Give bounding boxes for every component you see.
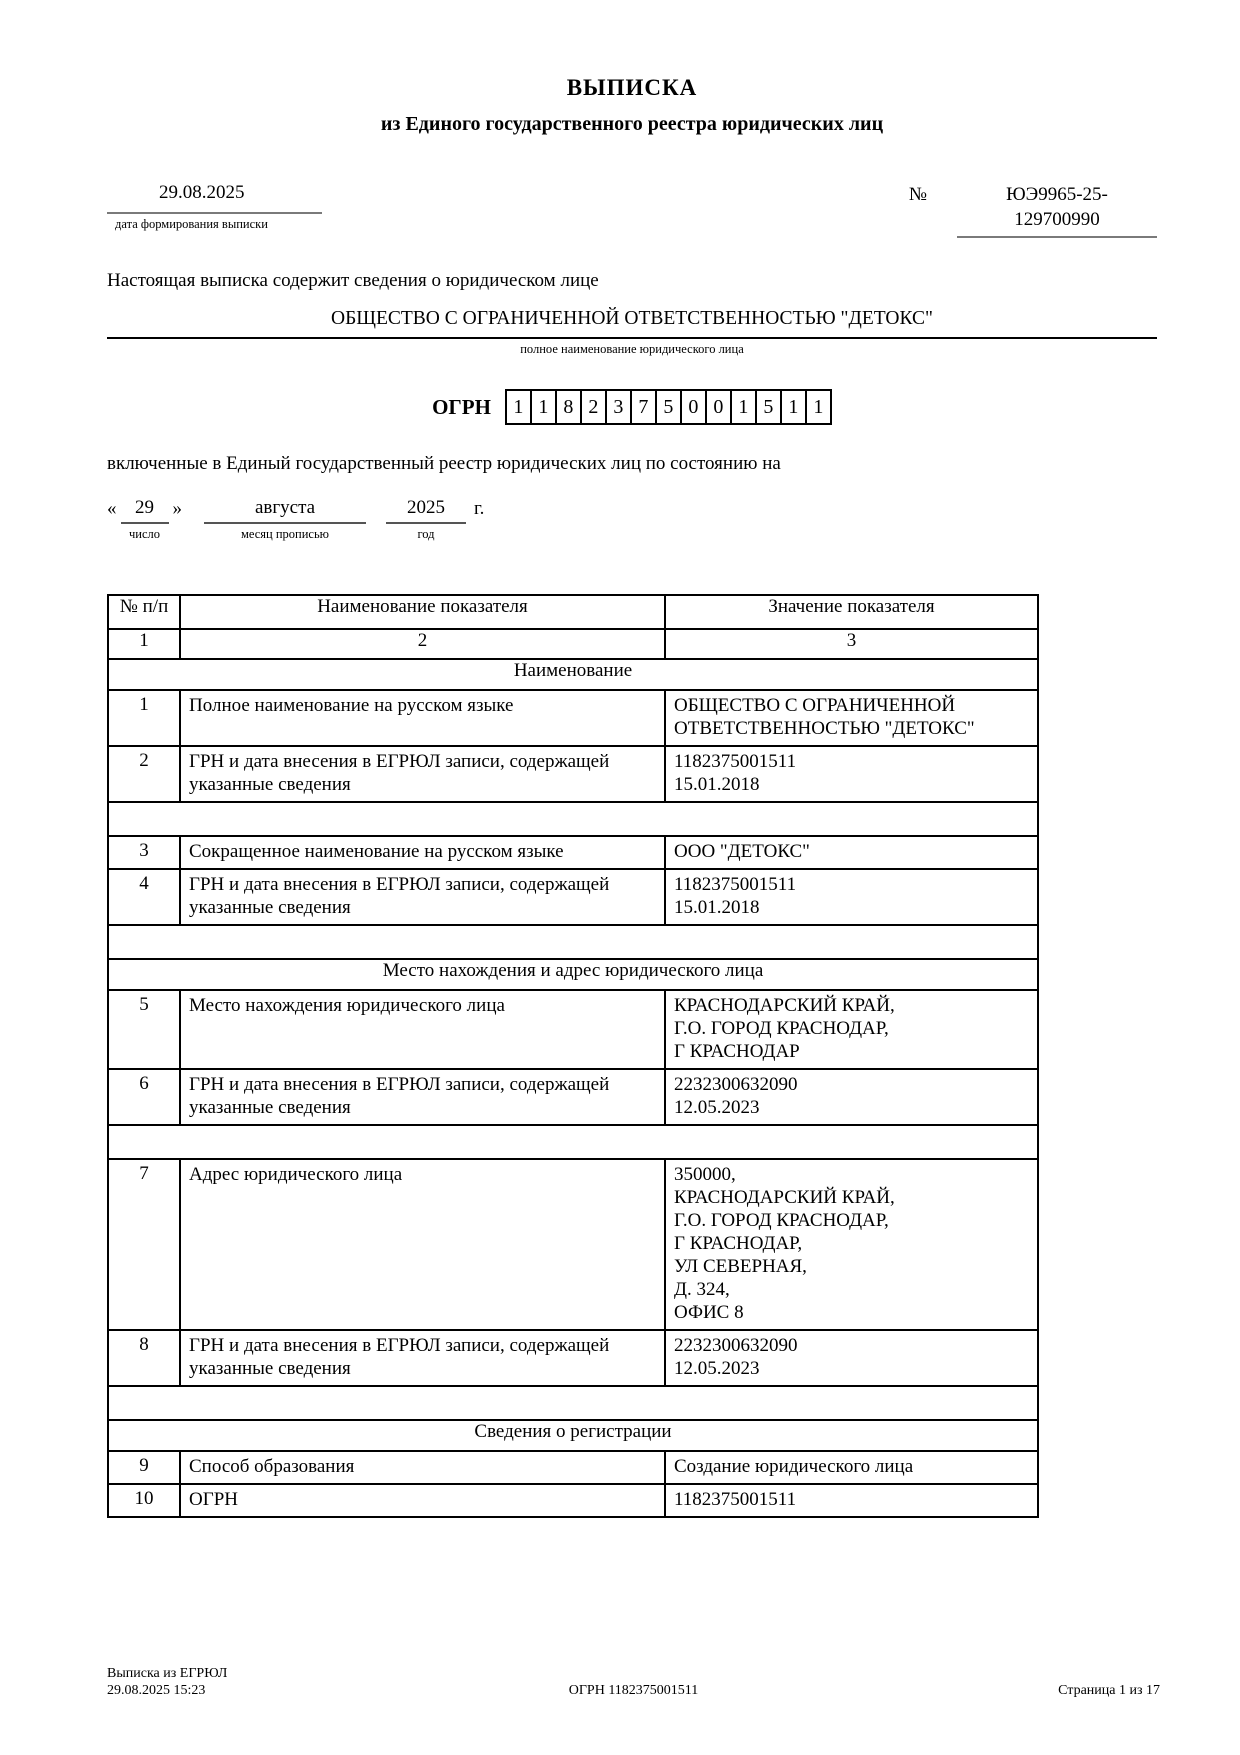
section-title: Место нахождения и адрес юридического лица	[108, 959, 1038, 990]
indicator-value-line: ООО "ДЕТОКС"	[674, 841, 810, 862]
ogrn-digit-box: 0	[680, 389, 707, 425]
indicator-value	[665, 1451, 1038, 1484]
table-row	[108, 1069, 1038, 1125]
ogrn-digit-box: 3	[605, 389, 632, 425]
indicator-value-line: Г КРАСНОДАР	[674, 1041, 800, 1062]
table-spacer-row	[108, 1386, 1038, 1420]
ogrn-digit-box: 1	[805, 389, 832, 425]
indicator-value-line: Создание юридического лица	[674, 1456, 914, 1477]
ogrn-digit-box: 1	[730, 389, 757, 425]
day-segment	[121, 495, 169, 542]
row-number: 4	[108, 869, 180, 925]
table-column-numbers-row	[108, 629, 1038, 659]
section-title: Сведения о регистрации	[108, 1420, 1038, 1451]
indicator-value-line: КРАСНОДАРСКИЙ КРАЙ,	[674, 1187, 895, 1208]
row-number: 3	[108, 836, 180, 869]
day-caption: число	[128, 527, 160, 541]
open-quote: «	[107, 498, 117, 519]
egrul-table-body	[108, 659, 1038, 1517]
close-quote: »	[172, 498, 182, 519]
footer-datetime: 29.08.2025 15:23	[107, 1683, 206, 1698]
ogrn-digit-box: 0	[705, 389, 732, 425]
indicator-value-line: 1182375001511	[674, 874, 797, 895]
indicator-name: Способ образования	[180, 1451, 665, 1484]
row-number: 9	[108, 1451, 180, 1484]
indicator-value	[665, 990, 1038, 1069]
indicator-value-line: Г.О. ГОРОД КРАСНОДАР,	[674, 1018, 889, 1039]
column-number: 3	[665, 629, 1038, 659]
table-row	[108, 746, 1038, 802]
indicator-value-line: ОТВЕТСТВЕННОСТЬЮ "ДЕТОКС"	[674, 718, 975, 739]
indicator-value-line: 12.05.2023	[674, 1097, 760, 1118]
header-indicator-value: Значение показателя	[665, 595, 1038, 629]
indicator-value-line: 2232300632090	[674, 1074, 798, 1095]
formation-date-caption: дата формирования выписки	[115, 217, 268, 231]
indicator-value-line: Г.О. ГОРОД КРАСНОДАР,	[674, 1210, 889, 1231]
row-number: 10	[108, 1484, 180, 1517]
ogrn-row	[107, 389, 1157, 425]
ogrn-digit-box: 2	[580, 389, 607, 425]
year-value: 2025	[386, 495, 466, 524]
day-value: 29	[121, 495, 169, 524]
ogrn-digit-box: 1	[505, 389, 532, 425]
indicator-value-line: 15.01.2018	[674, 774, 760, 795]
ogrn-digit-box: 8	[555, 389, 582, 425]
indicator-value	[665, 690, 1038, 746]
document-number-line1: ЮЭ9965-25-	[1006, 184, 1108, 205]
header-indicator-name: Наименование показателя	[180, 595, 665, 629]
section-title: Наименование	[108, 659, 1038, 690]
ogrn-label: ОГРН	[432, 394, 491, 419]
table-row	[108, 836, 1038, 869]
indicator-value-line: ОФИС 8	[674, 1302, 744, 1323]
column-number: 1	[108, 629, 180, 659]
indicator-name: ГРН и дата внесения в ЕГРЮЛ записи, содержащей указанные сведения	[180, 1069, 665, 1125]
indicator-value	[665, 746, 1038, 802]
table-section-row	[108, 1420, 1038, 1451]
table-row	[108, 990, 1038, 1069]
table-spacer-row	[108, 925, 1038, 959]
ogrn-digit-boxes	[505, 389, 832, 425]
indicator-name: Адрес юридического лица	[180, 1159, 665, 1330]
date-number-row	[107, 182, 1157, 238]
formation-date: 29.08.2025	[107, 182, 322, 214]
indicator-value	[665, 1159, 1038, 1330]
indicator-value-line: 350000,	[674, 1164, 736, 1185]
table-spacer-row	[108, 1125, 1038, 1159]
table-section-row	[108, 959, 1038, 990]
footer-page-number: Страница 1 из 17	[1058, 1683, 1160, 1698]
document-subtitle: из Единого государственного реестра юридических лиц	[380, 113, 884, 135]
ogrn-digit-box: 5	[655, 389, 682, 425]
indicator-name: Место нахождения юридического лица	[180, 990, 665, 1069]
indicator-value-line: УЛ СЕВЕРНАЯ,	[674, 1256, 807, 1277]
document-title: ВЫПИСКА	[566, 75, 698, 100]
header-row-number: № п/п	[108, 595, 180, 629]
table-row	[108, 690, 1038, 746]
lead-text: Настоящая выписка содержит сведения о юридическом лице	[107, 270, 599, 291]
included-text: включенные в Единый государственный реестр юридических лиц по состоянию на	[107, 453, 781, 474]
table-header-row	[108, 595, 1038, 629]
year-caption: год	[417, 527, 435, 541]
spacer-cell	[108, 1386, 1038, 1420]
number-sign: №	[908, 184, 927, 205]
indicator-value-line: ОБЩЕСТВО С ОГРАНИЧЕННОЙ	[674, 695, 956, 716]
year-segment	[386, 495, 466, 542]
ogrn-digit-box: 7	[630, 389, 657, 425]
company-name-caption: полное наименование юридического лица	[520, 342, 744, 356]
indicator-name: Сокращенное наименование на русском языке	[180, 836, 665, 869]
indicator-value-line: КРАСНОДАРСКИЙ КРАЙ,	[674, 995, 895, 1016]
indicator-name: Полное наименование на русском языке	[180, 690, 665, 746]
ogrn-digit-box: 1	[780, 389, 807, 425]
indicator-value	[665, 1484, 1038, 1517]
spacer-cell	[108, 802, 1038, 836]
spacer-cell	[108, 1125, 1038, 1159]
ogrn-digit-box: 1	[530, 389, 557, 425]
indicator-name: ГРН и дата внесения в ЕГРЮЛ записи, содержащей указанные сведения	[180, 746, 665, 802]
indicator-value	[665, 869, 1038, 925]
indicator-value-line: 12.05.2023	[674, 1358, 760, 1379]
year-suffix: г.	[474, 498, 485, 519]
row-number: 8	[108, 1330, 180, 1386]
company-full-name: ОБЩЕСТВО С ОГРАНИЧЕННОЙ ОТВЕТСТВЕННОСТЬЮ "ДЕТОКС"	[107, 308, 1157, 339]
indicator-value	[665, 836, 1038, 869]
footer-left	[107, 1665, 458, 1699]
row-number: 7	[108, 1159, 180, 1330]
footer-doc-type: Выписка из ЕГРЮЛ	[107, 1666, 228, 1681]
indicator-value-line: 15.01.2018	[674, 897, 760, 918]
table-section-row	[108, 659, 1038, 690]
indicator-value-line: Д. 324,	[674, 1279, 730, 1300]
indicator-value-line: Г КРАСНОДАР,	[674, 1233, 803, 1254]
month-segment	[204, 495, 366, 542]
egrul-table	[107, 594, 1039, 1518]
indicator-value	[665, 1330, 1038, 1386]
document-number	[957, 182, 1157, 238]
formation-date-block	[107, 182, 322, 238]
document-number-line2: 129700990	[1014, 209, 1100, 230]
row-number: 5	[108, 990, 180, 1069]
column-number: 2	[180, 629, 665, 659]
table-row	[108, 1484, 1038, 1517]
indicator-value	[665, 1069, 1038, 1125]
indicator-value-line: 2232300632090	[674, 1335, 798, 1356]
row-number: 2	[108, 746, 180, 802]
document-number-block	[909, 182, 1157, 238]
footer-ogrn: ОГРН 1182375001511	[568, 1683, 699, 1698]
table-row	[108, 1330, 1038, 1386]
indicator-name: ОГРН	[180, 1484, 665, 1517]
indicator-name: ГРН и дата внесения в ЕГРЮЛ записи, содержащей указанные сведения	[180, 869, 665, 925]
month-caption: месяц прописью	[240, 527, 330, 541]
row-number: 6	[108, 1069, 180, 1125]
indicator-value-line: 1182375001511	[674, 1489, 797, 1510]
page-footer	[107, 1665, 1160, 1699]
table-row	[108, 1451, 1038, 1484]
table-row	[108, 1159, 1038, 1330]
month-value: августа	[204, 495, 366, 524]
indicator-name: ГРН и дата внесения в ЕГРЮЛ записи, содержащей указанные сведения	[180, 1330, 665, 1386]
ogrn-digit-box: 5	[755, 389, 782, 425]
as-of-date-row	[107, 495, 1157, 542]
spacer-cell	[108, 925, 1038, 959]
indicator-value-line: 1182375001511	[674, 751, 797, 772]
table-spacer-row	[108, 802, 1038, 836]
table-row	[108, 869, 1038, 925]
row-number: 1	[108, 690, 180, 746]
